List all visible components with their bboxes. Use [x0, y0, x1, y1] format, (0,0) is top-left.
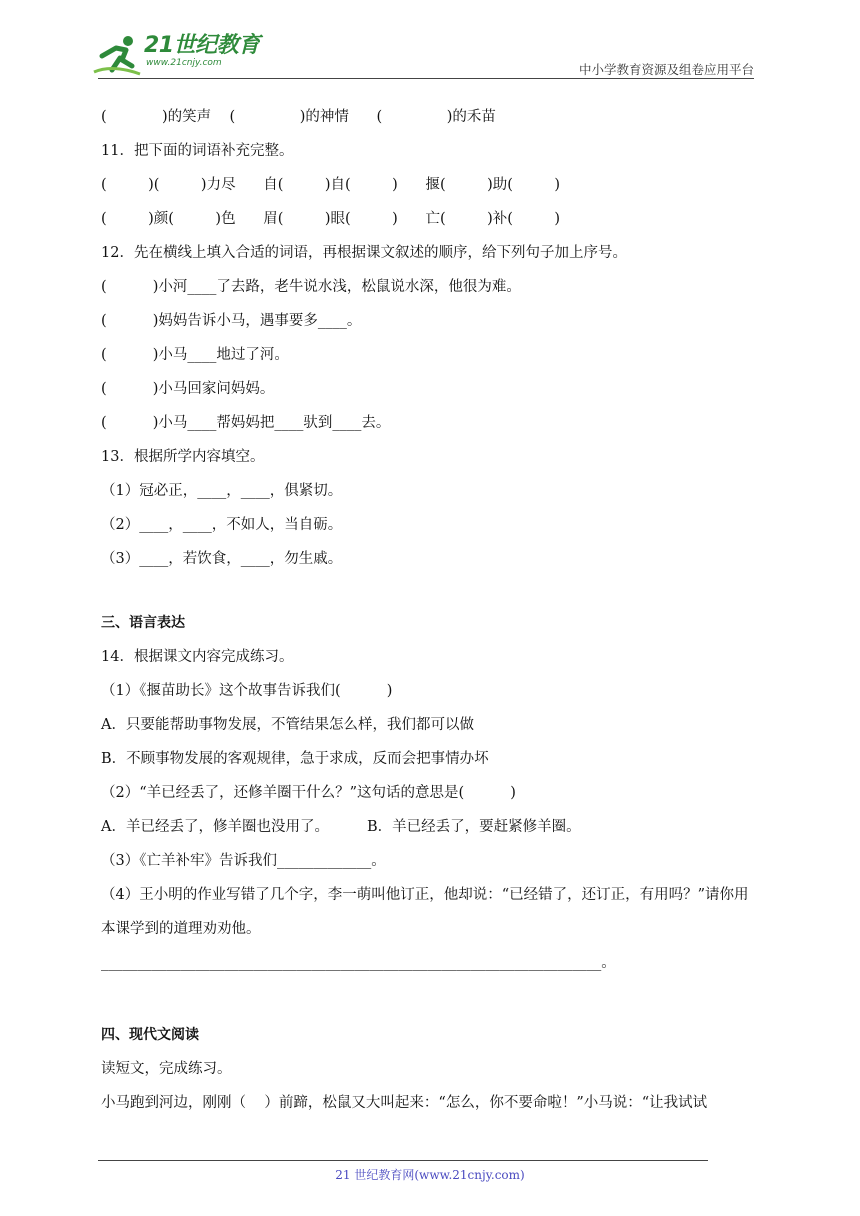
idiom-row-2: ( )颜( )色 眉( )眼( ) 亡( )补( ): [101, 211, 561, 227]
page-header: [0, 0, 860, 82]
fill-item: （3）____，若饮食，____，勿生戚。: [101, 551, 343, 567]
section-heading-4: 四、现代文阅读: [101, 1027, 199, 1043]
options-row: [101, 810, 761, 844]
logo-title: 21世纪教育: [144, 33, 260, 58]
footer-source: 21 世纪教育网(www.21cnjy.com): [335, 1168, 525, 1182]
question-12: 12．先在横线上填入合适的词语，再根据课文叙述的顺序，给下列句子加上序号。: [101, 245, 627, 261]
idiom-row-1: ( )( )力尽 自( )自( ) 揠( )助( ): [101, 177, 561, 193]
option-a: A．羊已经丢了，修羊圈也没用了。: [101, 819, 329, 835]
option-a: A．只要能帮助事物发展，不管结果怎么样，我们都可以做: [101, 717, 474, 733]
sentence-item: ( )小马回家问妈妈。: [101, 381, 275, 397]
question-11: 11．把下面的词语补充完整。: [101, 143, 294, 159]
header-divider: [98, 78, 754, 79]
site-logo: [92, 33, 260, 78]
logo-url: www.21cnjy.com: [146, 58, 222, 68]
fill-blank-line: ( )的笑声 ( )的神情 ( )的禾苗: [101, 109, 496, 125]
option-b: B．羊已经丢了，要赶紧修羊圈。: [366, 819, 581, 835]
reading-passage: 小马跑到河边，刚刚（ ）前蹄，松鼠又大叫起来：“怎么，你不要命啦！”小马说：“让我试试: [101, 1095, 708, 1111]
sub-question: （3）《亡羊补牢》告诉我们_____________。: [101, 853, 386, 869]
runner-logo-icon: [92, 34, 142, 78]
reading-instruction: 读短文，完成练习。: [101, 1061, 232, 1077]
platform-name: 中小学教育资源及组卷应用平台: [578, 62, 754, 77]
question-14: 14．根据课文内容完成练习。: [101, 649, 294, 665]
sub-question: （4）王小明的作业写错了几个字，李一萌叫他订正，他却说：“已经错了，还订正，有用吗？”请你用本课学到的道理劝劝他。: [101, 887, 749, 937]
question-13: 13．根据所学内容填空。: [101, 449, 265, 465]
sentence-item: ( )小马____帮妈妈把____驮到____去。: [101, 415, 391, 431]
sentence-item: ( )妈妈告诉小马，遇事要多____。: [101, 313, 362, 329]
sentence-item: ( )小河____了去路，老牛说水浅，松鼠说水深，他很为难。: [101, 279, 521, 295]
fill-item: （1）冠必正，____，____，俱紧切。: [101, 483, 343, 499]
fill-item: （2）____，____，不如人，当自砺。: [101, 517, 343, 533]
footer-divider: [98, 1160, 708, 1161]
section-heading-3: 三、语言表达: [101, 615, 185, 631]
option-b: B．不顾事物发展的客观规律，急于求成，反而会把事情办坏: [101, 751, 489, 767]
sub-question: （2）“羊已经丢了，还修羊圈干什么？”这句话的意思是( ): [101, 785, 516, 801]
worksheet-content: [101, 100, 761, 1120]
sentence-item: ( )小马____地过了河。: [101, 347, 289, 363]
sub-question: （1）《揠苗助长》这个故事告诉我们( ): [101, 683, 393, 699]
answer-line: _____________________________________________________________________。: [101, 955, 616, 971]
